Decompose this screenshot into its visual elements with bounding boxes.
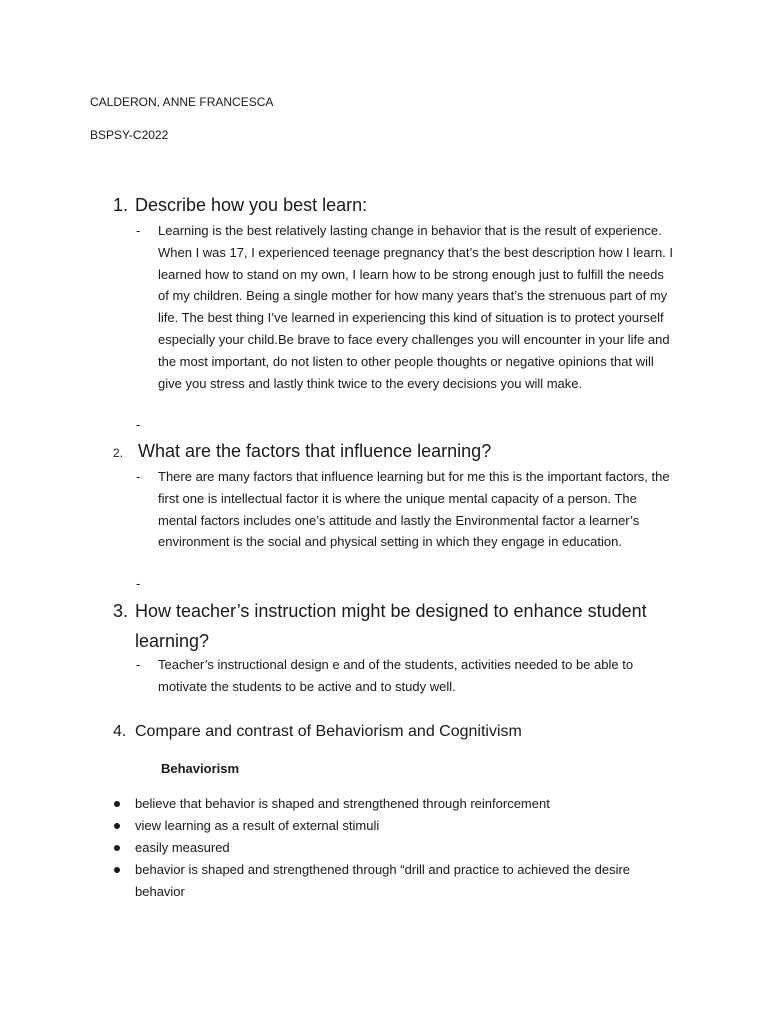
answer-3-text: Teacher’s instructional design e and of the students, activities needed to be able to motivate the students to be active and to study well. [158, 657, 634, 694]
bullet-text: believe that behavior is shaped and strengthened through reinforcement [135, 796, 550, 811]
bullet-dot-icon [114, 823, 120, 829]
question-1-number: 1. [113, 195, 129, 215]
empty-dash-2: - [136, 576, 141, 591]
question-3-number: 3. [113, 601, 129, 621]
question-1-text: Describe how you best learn: [135, 195, 368, 215]
student-section: BSPSY-C2022 [90, 128, 169, 142]
question-3-text: How teacher’s instruction might be designed to enhance student learning? [135, 601, 647, 651]
question-2-number: 2. [113, 446, 124, 460]
bullet-dot-icon [114, 867, 120, 873]
answer-2-text: There are many factors that influence learning but for me this is the important factors, the first one is intellectual factor it is where the unique mental capacity of a person. The mental factors includes one’s attitude and lastly the Environmental factor a learner’s environment is the social and physical setting in which they engage in education. [158, 469, 670, 550]
answer-1-dash: - [136, 223, 141, 238]
behaviorism-heading: Behaviorism [161, 761, 240, 776]
question-4-text: Compare and contrast of Behaviorism and Cognitivism [135, 723, 522, 740]
answer-2-dash: - [136, 469, 141, 484]
bullet-item [113, 859, 670, 903]
bullet-item [113, 815, 673, 837]
bullet-text: easily measured [135, 840, 230, 855]
bullet-item [113, 837, 673, 859]
question-4-number: 4. [113, 723, 127, 740]
behaviorism-bullet-list [113, 793, 673, 903]
answer-3-dash: - [136, 657, 141, 672]
answer-1-text: Learning is the best relatively lasting change in behavior that is the result of experience. When I was 17, I experienced teenage pregnancy that’s the best description how I learn. I learned how to stand on my own, I learn how to be strong enough just to fulfill the needs of my children. Being a single mother for how many years that’s the strenuous part of my life. The best thing I’ve learned in experiencing this kind of situation is to protect yourself especially your child.Be brave to face every challenges you will encounter in your life and the most important, do not listen to other people thoughts or negative opinions that will give you stress and lastly think twice to the every decisions you will make. [158, 223, 674, 391]
bullet-item [113, 793, 673, 815]
bullet-dot-icon [114, 801, 120, 807]
student-name: CALDERON, ANNE FRANCESCA [90, 95, 274, 109]
question-2-text: What are the factors that influence learning? [138, 441, 492, 461]
bullet-text: behavior is shaped and strengthened through “drill and practice to achieved the desire behavior [135, 862, 631, 899]
bullet-dot-icon [114, 845, 120, 851]
empty-dash-1: - [136, 417, 141, 432]
bullet-text: view learning as a result of external stimuli [135, 818, 380, 833]
